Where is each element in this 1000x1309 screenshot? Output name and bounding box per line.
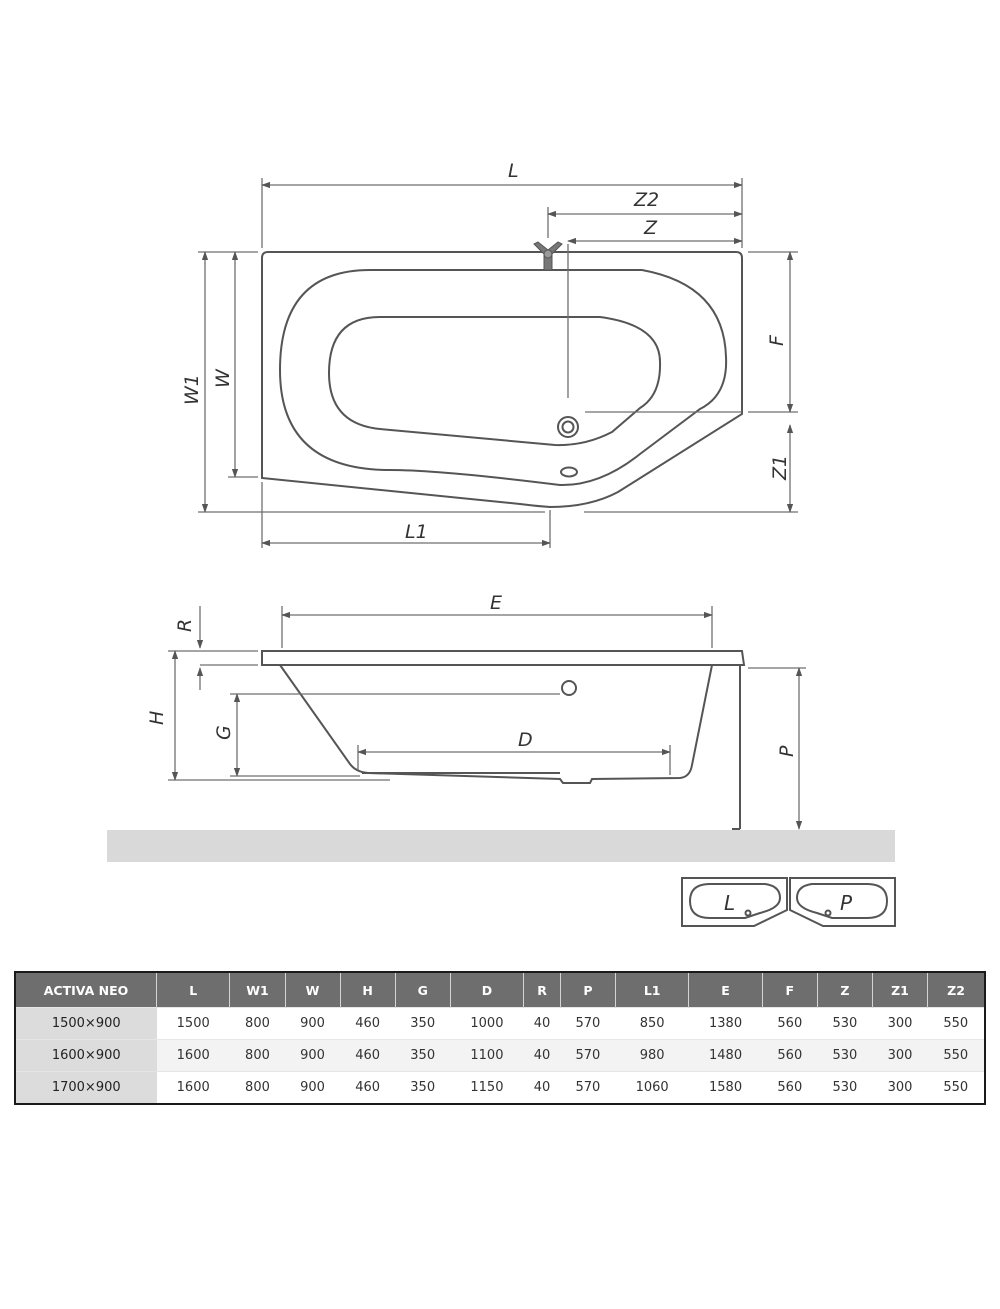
table-cell: 460: [340, 1040, 395, 1072]
dim-E: E: [490, 592, 503, 614]
column-header: W: [285, 972, 340, 1008]
table-cell: 900: [285, 1072, 340, 1105]
overflow-side-icon: [562, 681, 576, 695]
table-cell: 1380: [689, 1008, 762, 1040]
table-cell: 800: [230, 1008, 285, 1040]
dim-H: H: [146, 710, 168, 725]
table-cell: 530: [817, 1040, 872, 1072]
table-cell: 530: [817, 1008, 872, 1040]
tub-rim-side: [262, 651, 744, 665]
table-cell: 980: [615, 1040, 688, 1072]
table-cell: 560: [762, 1008, 817, 1040]
table-row: [15, 1008, 985, 1040]
table-cell: 800: [230, 1072, 285, 1105]
table-cell: 900: [285, 1040, 340, 1072]
table-cell: 460: [340, 1072, 395, 1105]
column-header: Z2: [928, 972, 985, 1008]
table-cell: 1580: [689, 1072, 762, 1105]
table-cell: 900: [285, 1008, 340, 1040]
table-cell: 1060: [615, 1072, 688, 1105]
table-cell: 560: [762, 1040, 817, 1072]
overflow-icon: [561, 468, 577, 477]
table-row: [15, 1072, 985, 1105]
variant-right-label: P: [840, 891, 853, 915]
drain-icon: [558, 417, 578, 437]
table-cell: 350: [395, 1008, 450, 1040]
table-cell: 40: [524, 1040, 561, 1072]
dim-G: G: [213, 725, 235, 740]
tub-body-side: [280, 665, 712, 783]
table-cell: 40: [524, 1008, 561, 1040]
column-header: R: [524, 972, 561, 1008]
dim-F: F: [766, 335, 788, 346]
floor: [107, 830, 895, 862]
table-cell: 550: [928, 1072, 985, 1105]
table-cell: 350: [395, 1040, 450, 1072]
table-cell: 40: [524, 1072, 561, 1105]
column-header: P: [560, 972, 615, 1008]
table-row: [15, 1040, 985, 1072]
table-cell: 800: [230, 1040, 285, 1072]
dim-W1: W1: [181, 374, 203, 405]
model-cell: 1600×900: [15, 1040, 157, 1072]
table-cell: 1500: [157, 1008, 230, 1040]
dim-L: L: [508, 160, 519, 182]
dim-Z: Z: [644, 217, 658, 239]
dim-Z2: Z2: [634, 189, 660, 211]
tub-outer-rim: [262, 252, 742, 507]
table-cell: 570: [560, 1008, 615, 1040]
column-header: F: [762, 972, 817, 1008]
dim-L1: L1: [405, 521, 428, 543]
table-cell: 300: [872, 1008, 927, 1040]
table-header-row: [15, 972, 985, 1008]
column-header: W1: [230, 972, 285, 1008]
column-header: Z: [817, 972, 872, 1008]
table-cell: 350: [395, 1072, 450, 1105]
column-header: ACTIVA NEO: [15, 972, 157, 1008]
dim-R: R: [174, 618, 196, 632]
variant-right-thumbnail: [790, 878, 895, 926]
table-cell: 1600: [157, 1072, 230, 1105]
column-header: E: [689, 972, 762, 1008]
table-cell: 550: [928, 1040, 985, 1072]
table-cell: 850: [615, 1008, 688, 1040]
column-header: D: [450, 972, 523, 1008]
dim-Z1: Z1: [769, 454, 791, 480]
table-cell: 300: [872, 1072, 927, 1105]
dim-W: W: [212, 369, 234, 388]
table-cell: 460: [340, 1008, 395, 1040]
table-cell: 1600: [157, 1040, 230, 1072]
table-cell: 530: [817, 1072, 872, 1105]
side-view: [107, 592, 895, 862]
faucet-icon: [534, 242, 562, 270]
model-cell: 1700×900: [15, 1072, 157, 1105]
column-header: Z1: [872, 972, 927, 1008]
table-cell: 1480: [689, 1040, 762, 1072]
variant-left-thumbnail: [682, 878, 787, 926]
dimensions-table: [14, 971, 986, 1105]
top-view: [181, 160, 798, 548]
variant-left-label: L: [724, 891, 736, 915]
table-cell: 550: [928, 1008, 985, 1040]
column-header: G: [395, 972, 450, 1008]
dim-D: D: [518, 729, 533, 751]
column-header: H: [340, 972, 395, 1008]
column-header: L1: [615, 972, 688, 1008]
table-cell: 300: [872, 1040, 927, 1072]
tub-basin-bottom: [329, 317, 660, 445]
table-cell: 560: [762, 1072, 817, 1105]
dim-P: P: [776, 745, 798, 757]
table-cell: 1150: [450, 1072, 523, 1105]
model-cell: 1500×900: [15, 1008, 157, 1040]
table-cell: 1100: [450, 1040, 523, 1072]
table-cell: 570: [560, 1072, 615, 1105]
table-cell: 570: [560, 1040, 615, 1072]
table-cell: 1000: [450, 1008, 523, 1040]
column-header: L: [157, 972, 230, 1008]
